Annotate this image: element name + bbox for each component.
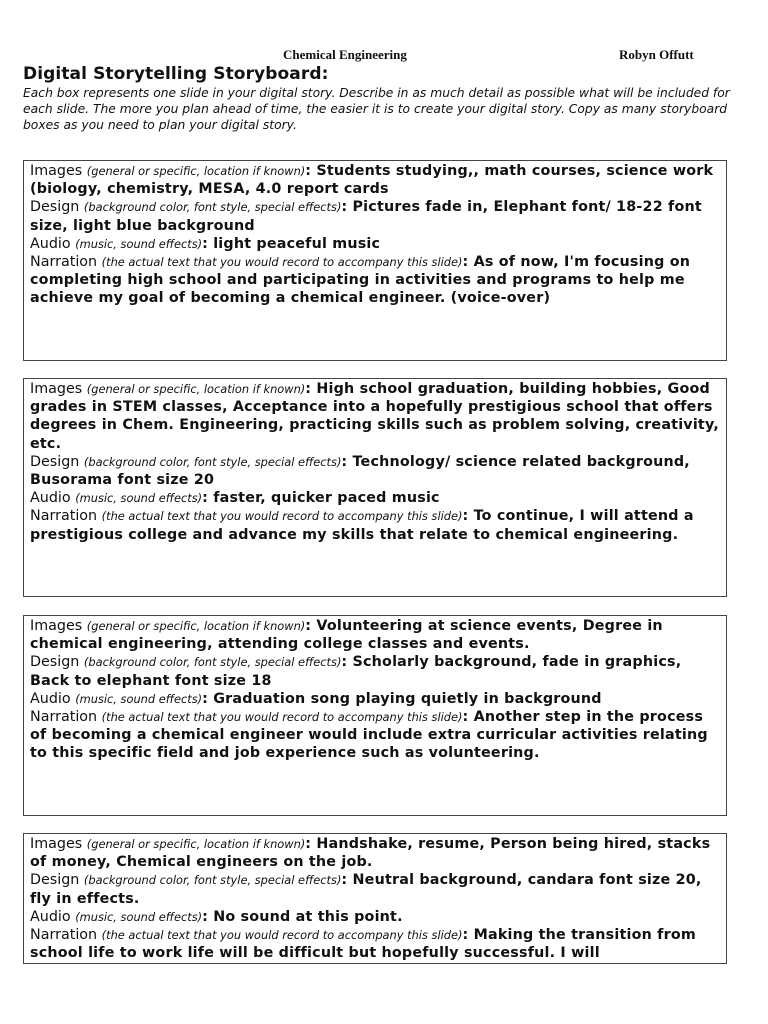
audio-label: Audio — [30, 690, 71, 707]
narration-field — [30, 253, 720, 308]
storyboard-box-2 — [23, 378, 727, 597]
narration-hint: (the actual text that you would record to accompany this slide) — [101, 710, 463, 725]
narration-label: Narration — [30, 927, 98, 944]
images-field — [30, 380, 720, 453]
narration-field — [30, 507, 720, 543]
storyboard-box-3 — [23, 615, 727, 816]
audio-hint: (music, sound effects) — [75, 236, 203, 251]
audio-hint: (music, sound effects) — [75, 909, 203, 924]
design-hint: (background color, font style, special effects) — [83, 873, 342, 888]
design-field — [30, 198, 720, 234]
design-hint: (background color, font style, special effects) — [83, 454, 342, 469]
audio-value: : faster, quicker paced music — [202, 490, 440, 507]
design-label: Design — [30, 872, 80, 889]
images-hint: (general or specific, location if known) — [86, 164, 306, 178]
audio-value: : light peaceful music — [202, 235, 381, 252]
images-label: Images — [30, 836, 83, 852]
design-hint: (background color, font style, special effects) — [83, 655, 342, 670]
images-hint: (general or specific, location if known) — [86, 837, 306, 851]
design-field — [30, 453, 720, 489]
audio-label: Audio — [30, 235, 71, 252]
header-subject: Chemical Engineering — [283, 47, 407, 62]
audio-hint: (music, sound effects) — [75, 491, 203, 506]
design-value: : Pictures fade in, Elephant font/ 18-22 font size, light blue background — [30, 199, 702, 234]
audio-label: Audio — [30, 490, 71, 507]
audio-hint: (music, sound effects) — [75, 691, 203, 706]
design-field — [30, 871, 720, 907]
design-label: Design — [30, 453, 80, 470]
images-field — [30, 617, 720, 653]
narration-hint: (the actual text that you would record to accompany this slide) — [101, 928, 463, 943]
audio-label: Audio — [30, 908, 71, 925]
narration-hint: (the actual text that you would record to accompany this slide) — [101, 509, 463, 524]
audio-field — [30, 690, 720, 708]
design-label: Design — [30, 199, 80, 216]
narration-field — [30, 926, 720, 962]
audio-value: : No sound at this point. — [202, 908, 403, 925]
images-value: : Handshake, resume, Person being hired, stacks of money, Chemical engineers on the job. — [30, 836, 711, 871]
instructions-text: Each box represents one slide in your digital story. Describe in as much detail as possible what will be included for each slide. The more you plan ahead of time, the easier it is to create your digital story. Copy as many storyboard boxes as you need to plan your digital story. — [23, 86, 730, 132]
design-field — [30, 653, 720, 689]
narration-label: Narration — [30, 254, 98, 271]
narration-field — [30, 708, 720, 763]
images-hint: (general or specific, location if known) — [86, 619, 306, 633]
design-label: Design — [30, 654, 80, 671]
narration-hint: (the actual text that you would record to accompany this slide) — [101, 255, 463, 270]
audio-field — [30, 908, 720, 926]
narration-label: Narration — [30, 709, 98, 726]
images-label: Images — [30, 618, 83, 634]
design-value: : Technology/ science related background, Busorama font size 20 — [30, 453, 690, 489]
design-hint: (background color, font style, special effects) — [83, 200, 342, 215]
narration-label: Narration — [30, 508, 98, 525]
audio-field — [30, 489, 720, 507]
images-hint: (general or specific, location if known) — [86, 382, 306, 396]
narration-value: : As of now, I'm focusing on completing high school and participating in activities and programs to help me achieve my goal of becoming a chemical engineer. (voice-over) — [30, 254, 691, 307]
design-value: : Scholarly background, fade in graphics, Back to elephant font size 18 — [30, 654, 682, 689]
document-title: Digital Storytelling Storyboard: — [23, 64, 329, 84]
images-value: : Volunteering at science events, Degree in chemical engineering, attending college classes and events. — [30, 618, 663, 653]
narration-value: : Another step in the process of becoming a chemical engineer would include extra curricular activities relating to this specific field and job experience such as volunteering. — [30, 709, 708, 762]
audio-field — [30, 235, 720, 253]
storyboard-box-4 — [23, 833, 727, 964]
images-value: : High school graduation, building hobbies, Good grades in STEM classes, Acceptance into a hopefully prestigious school that offers degrees in Chem. Engineering, practicing skills such as problem solving, creativity, etc. — [30, 381, 719, 452]
storyboard-box-1 — [23, 160, 727, 361]
narration-value: : To continue, I will attend a prestigious college and advance my skills that relate to chemical engineering. — [30, 508, 694, 543]
images-field — [30, 835, 720, 871]
narration-value: : Making the transition from school life to work life will be difficult but hopefully successful. I will — [30, 927, 696, 962]
images-label: Images — [30, 381, 83, 397]
images-value: : Students studying,, math courses, science work (biology, chemistry, MESA, 4.0 report cards — [30, 163, 714, 198]
images-label: Images — [30, 163, 83, 179]
design-value: : Neutral background, candara font size 20, fly in effects. — [30, 872, 702, 907]
page-header — [0, 47, 768, 65]
header-author: Robyn Offutt — [619, 47, 694, 62]
audio-value: : Graduation song playing quietly in background — [202, 690, 602, 707]
images-field — [30, 162, 720, 198]
